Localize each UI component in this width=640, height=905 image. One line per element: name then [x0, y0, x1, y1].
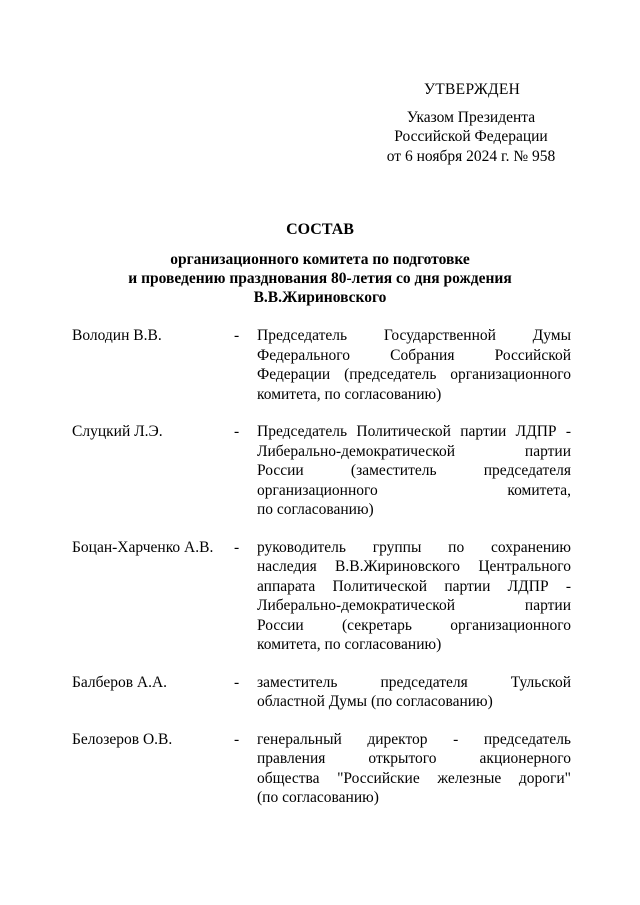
member-dash: - [234, 538, 240, 556]
role-line: (по согласованию) [257, 789, 379, 806]
role-line: заместитель председателя Тульской [257, 673, 571, 691]
member-role [257, 673, 571, 712]
role-line: аппарата Политической партии ЛДПР - [257, 577, 571, 595]
role-line: руководитель группы по сохранению [257, 538, 571, 556]
member-row [72, 326, 572, 404]
member-row [72, 422, 572, 520]
heading-line-3: В.В.Жириновского [253, 288, 387, 306]
role-line: комитета, по согласованию) [257, 636, 442, 653]
heading-line-2: и проведению празднования 80-летия со дня рождения [128, 269, 512, 287]
member-row [72, 538, 572, 655]
role-line: наследия В.В.Жириновского Центрального [257, 558, 571, 575]
approval-title: УТВЕРЖДЕН [424, 81, 521, 98]
member-dash: - [234, 423, 240, 440]
approval-line-1: Указом Президента [406, 108, 536, 126]
role-line: России (заместитель председателя [257, 462, 571, 479]
approval-line-2: Российской Федерации [394, 128, 548, 145]
member-name: Балберов А.А. [72, 673, 168, 691]
role-line: Либерально-демократической партии [257, 442, 571, 460]
role-line: России (секретарь организационного [257, 616, 571, 634]
member-role [257, 538, 571, 655]
role-line: организационного комитета, [257, 481, 571, 499]
role-line: Председатель Государственной Думы [257, 327, 571, 344]
document-heading [0, 220, 640, 307]
role-line: Либерально-демократической партии [257, 597, 571, 614]
role-line: правления открытого акционерного [257, 750, 571, 767]
member-role [257, 326, 571, 404]
role-line: генеральный директор - председатель [257, 730, 571, 748]
member-row [72, 730, 572, 808]
members-list [72, 326, 572, 826]
member-name: Слуцкий Л.Э. [72, 423, 163, 440]
role-line: общества "Российские железные дороги" [257, 769, 571, 787]
member-dash: - [234, 730, 240, 748]
heading-line-1: организационного комитета по подготовке [170, 250, 470, 268]
role-line: областной Думы (по согласованию) [257, 693, 493, 710]
member-role [257, 422, 571, 520]
approval-stamp [360, 80, 582, 166]
role-line: Федерации (председатель организационного [257, 366, 571, 383]
member-role [257, 730, 571, 808]
member-row [72, 673, 572, 712]
member-name: Боцан-Харченко А.В. [72, 538, 214, 556]
role-line: по согласованию) [257, 501, 374, 518]
member-name: Белозеров О.В. [72, 730, 173, 748]
role-line: Федерального Собрания Российской [257, 346, 571, 364]
approval-line-3: от 6 ноября 2024 г. № 958 [386, 147, 556, 165]
member-dash: - [234, 327, 240, 344]
role-line: Председатель Политической партии ЛДПР - [257, 423, 571, 440]
member-dash: - [234, 673, 240, 691]
role-line: комитета, по согласованию) [257, 385, 442, 403]
member-name: Володин В.В. [72, 327, 162, 344]
heading-title: СОСТАВ [286, 221, 354, 238]
